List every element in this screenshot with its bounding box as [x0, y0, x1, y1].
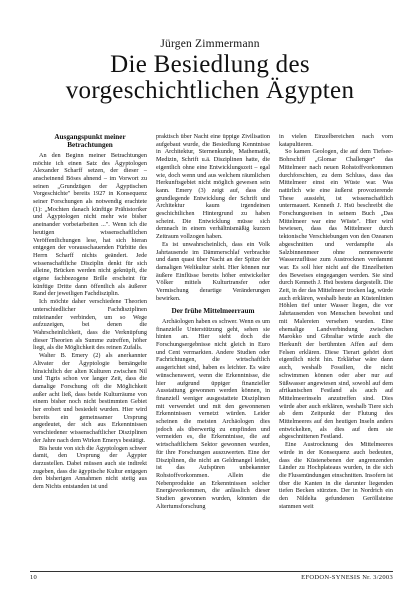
column-2 — [156, 133, 270, 563]
article-author: Jürgen Zimmermann — [160, 38, 260, 50]
paragraph: in vielen Einzelbereichen nach vorn katapultieren. — [279, 133, 393, 148]
article-body — [33, 133, 393, 563]
paragraph: Es ist unwahrscheinlich, dass ein Volk Jahrtausende im Dämmerschlaf verbrachte und dann quasi über Nacht an der Spitze der damaligen Weltkultur steht. Hier können nur äußere Einflüsse bereits höher entwickelter Völker mittels Kulturtransfer oder Vermischung derartige Veränderungen bewirken. — [156, 240, 270, 302]
paragraph: Bis heute von sich die Ägyptologen schwer damit, den Ursprung der Ägypter darzustellen. Dabei müssen auch sie indirekt zugeben, dass die ägyptische Kultur entgegen den bisherigen Annahmen nicht stetig aus dem Nichts entstanden ist und — [33, 444, 147, 491]
section-heading: Ausgangspunkt meiner Betrachtungen — [54, 133, 126, 150]
column-3 — [279, 133, 393, 563]
paragraph: An den Beginn meiner Betrachtungen möchte ich einen Satz des Ägyptologen Alexander Scharff setzen, der dieser – anscheinend Böses ahnend – im Vorwort zu seinen „Grundzügen der Ägyptischen Vorgeschichte" bereits 1927 in Konsequenz seiner Forschungen als notwendig erachtete (1): „Mochten danach künftige Prähistoriker und Ägyptologen nicht mehr wie bisher aneinander vorbeiarbeiten ...". Wenn ich die heutigen wissenschaftlichen Veröffentlichungen lese, hat sich hieran entgegen der vorausschauenden Fürbitte des Herrn Scharff nichts geändert. Jede wissenschaftliche Disziplin denkt für sich alleine, Brücken werden nicht geknüpft, die eigene fachbezogene Brille erscheint für künftige Dritte dann öffentlich als äußerer Rand der jeweiligen Fachdisziplin. — [33, 151, 147, 298]
journal-name: EFODON-SYNESIS Nr. 3/2003 — [301, 574, 393, 581]
paragraph: Walter B. Emery (2) als anerkannter Altvater der Ägyptologie bemängelte hinsichtlich der alten Kulturen zwischen Nil und Tigris schon vor langer Zeit, dass die damalige Forschung oft die Möglichkeit außer acht ließ, dass beide Kulturräume von einem bisher noch nicht bestimmten Gebiet her erobert und besiedelt wurden. Hier wird bereits ein gemeinsamer Ursprung angedeutet, der sich aus Erkenntnissen verschiedener wissenschaftlicher Disziplinen der Jahre nach dem Wirken Emerys bestätigt. — [33, 352, 147, 444]
article-title — [0, 52, 420, 104]
paragraph: praktisch über Nacht eine üppige Zivilisation aufgebaut wurde, die Besiedlung Kenntnisse in Architektur, Sternenkunde, Mathematik, Medizin, Schrift u.ä. Disziplinen hatte, die eigentlich ohne eine Entwicklungszeit – egal wie, doch wenn und aus welchem räumlichen Herkunftsgebiet nicht möglich gewesen sein kann. Emery (3) zeigt auf, dass die grundlegende Entwicklung der Schrift und Architektur kaum irgendeinen geschichtlichen Hintergrund zu haben scheint. Die Entwicklung müsse sich demnach in einem verhältnismäßig kurzen Zeitraum vollzogen haben. — [156, 133, 270, 241]
title-line-1: Die Besiedlung des — [110, 51, 310, 78]
paragraph: Ich möchte daher verschiedene Theorien unterschiedlicher Fachdisziplinen miteinander verbinden, um so Wege aufzuzeigen, bei denen die Wahrscheinlichkeit, dass die Verknüpfung dieser Theorien als Summe zutreffen, höher liegt, als die Möglichkeit des reinen Zufalls. — [33, 298, 147, 352]
paragraph: So kamen Geologen, die auf dem Tiefsee-Bohrschiff „Glomar Challenger" das Mittelmeer nach neuen Rohstoffvorkommen durchforschten, zu dem Schluss, dass das Mittelmeer einst ein Wüste war. Was natürlich wie eine äußerst provozierende These aussieht, ist wissenschaftlich untermauert. Kenneth J. Hsü beschreibt die Forschungsreisen in seinem Buch „Das Mittelmeer war eine Wüste". Hier wird bewiesen, dass das Mittelmeer durch tektonische Verschiebungen von den Ozeanen abgeschnitten und verdampfte als Salzbinnenmeer ohne nennenswerte Wasserzuflüsse zum Austrocknen verdammt war. Es soll hier nicht auf die Einzelheiten des Beweises eingegangen werden. Sie sind durch Kenneth J. Hsü bestens dargestellt. Die Zeit, in der das Mittelmeer trocken lag, würde auch erklären, weshalb heute an Küstenlinien Höhlen tief unter Wasser liegen, die vor Jahrtausenden von Menschen bewohnt und mit Malereien versehen wurden. Eine ehemalige Landverbindung zwischen Marokko und Gibraltar würde auch die Herkunft der berühmten Affen auf dem Felsen erklären. Diese Tierart gehört dort eigentlich nicht hin. Erklärbar wäre dann auch, weshalb Fossilien, die nicht schwimmen können oder aber nur auf Süßwasser angewiesen sind, sowohl auf dem afrikanischen Festland als auch auf Mittelmeerinseln anzutreffen sind. Dies würde aber auch erklären, weshalb Tiere sich ab dem Zeitpunkt der Flutung des Mittelmeeres auf den heutigen Inseln anders entwickelten, als dies auf dem sie abgeschnittenen Festland. — [279, 148, 393, 441]
section-heading: Der frühe Mittelmeerraum — [171, 307, 255, 316]
title-line-2: vorgeschichtlichen Ägypten — [65, 77, 355, 104]
page-footer — [0, 571, 420, 585]
column-1 — [33, 133, 147, 563]
page-number: 10 — [30, 574, 38, 581]
paragraph: Eine Austrocknung des Mittelmeeres würde in der Konsequenz auch bedeuten, dass die Küstenebenen der angrenzenden Länder zu Hochplateaus wurden, in die sich die Flussmündungen einschnitten. Insofern ist über die Kanten in die darunter liegenden tiefen Becken stürzten. Der in Nordrich ein den Nildelta gefundenen Geröllsteine stammen weit — [279, 441, 393, 510]
footer-rule — [30, 571, 393, 572]
paragraph: Archäologen haben es schwer. Wenn es um finanzielle Unterstützung geht, sehen sie hinten an. Hier sieht doch die Forschungsergebnisse nicht gleich in Euro und Cent vermarkten. Andere Studien oder Fachrichtungen, die wirtschaftlich ausgerichtet sind, haben es leichter. Es wäre wünschenswert, wenn die Erkenntnisse, die hier aufgrund üppiger finanzieller Ausstattung gewonnen werden können, in finanziell weniger ausgestattete Disziplinen mit verwendet und mit den gewonnenen Erkenntnissen vernetzt würden. Leider scheinen die meisten Archäologen dies jedoch als überwertig zu empfinden und vermeiden es, die Erkenntnisse, die auf wirtschaftlichem Sektor gewonnen wurden, für ihre Forschungen auszuwerten. Eine der Disziplinen, die nicht an Geldmangel leidet, ist das Aufspüren unbekannter Rohstoffvorkommen. Allein die Nebenprodukte an Erkenntnissen solcher Energievorkommen, die anlässlich dieser Studien gewonnen wurden, könnten die Altertumsforschung — [156, 317, 270, 510]
